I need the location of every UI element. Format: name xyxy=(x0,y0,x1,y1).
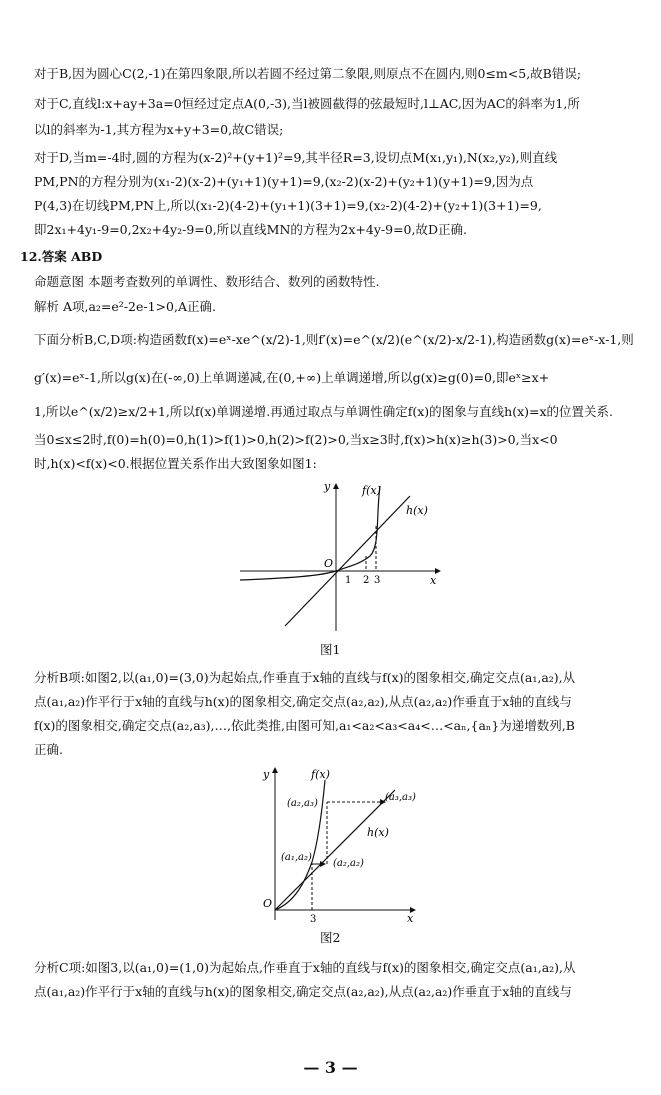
text-line: 点(a₁,a₂)作平行于x轴的直线与h(x)的图象相交,确定交点(a₂,a₂),从点(a₂,a₂)作垂直于x轴的直线与 xyxy=(34,984,572,999)
p12-label: (a₁,a₂) xyxy=(281,852,312,863)
text-line: 1,所以e^(x/2)≥x/2+1,所以f(x)单调递增.再通过取点与单调性确定f(x)的图象与直线h(x)=x的位置关系. xyxy=(34,404,614,419)
text-line: 即2x₁+4y₁-9=0,2x₂+4y₂-9=0,所以直线MN的方程为2x+4y-9=0,故D正确. xyxy=(34,222,467,237)
y-label: y xyxy=(263,768,270,781)
tick-1: 1 xyxy=(345,575,352,586)
text-line: 当0≤x≤2时,f(0)=h(0)=0,h(1)>f(1)>0,h(2)>f(2)>0,当x≥3时,f(x)>h(x)≥h(3)>0,当x<0 xyxy=(34,432,558,447)
figure-1 xyxy=(230,476,450,636)
h-line xyxy=(285,496,410,626)
text-line: 分析C项:如图3,以(a₁,0)=(1,0)为起始点,作垂直于x轴的直线与f(x)的图象相交,确定交点(a₁,a₂),从 xyxy=(34,960,576,975)
p23-label: (a₂,a₃) xyxy=(287,798,318,809)
text-line: P(4,3)在切线PM,PN上,所以(x₁-2)(4-2)+(y₁+1)(3+1)=9,(x₂-2)(4-2)+(y₂+1)(3+1)=9, xyxy=(34,198,542,213)
y-label: y xyxy=(324,480,331,493)
text-line: 对于D,当m=-4时,圆的方程为(x-2)²+(y+1)²=9,其半径R=3,设切点M(x₁,y₁),N(x₂,y₂),则直线 xyxy=(34,150,558,165)
origin-label: O xyxy=(324,557,334,570)
text-line: 点(a₁,a₂)作平行于x轴的直线与h(x)的图象相交,确定交点(a₂,a₂),从点(a₂,a₂)作垂直于x轴的直线与 xyxy=(34,694,572,709)
h-label: h(x) xyxy=(406,504,428,517)
text-line: 对于B,因为圆心C(2,-1)在第四象限,所以若圆不经过第二象限,则原点不在圆内,则0≤m<5,故B错误; xyxy=(34,66,582,81)
x-label: x xyxy=(430,574,437,587)
text-line: PM,PN的方程分别为(x₁-2)(x-2)+(y₁+1)(y+1)=9,(x₂-2)(x-2)+(y₂+1)(y+1)=9,因为点 xyxy=(34,174,534,189)
text-line: 以l的斜率为-1,其方程为x+y+3=0,故C错误; xyxy=(34,122,284,137)
tick-2: 2 xyxy=(363,575,370,586)
text-line: 分析B项:如图2,以(a₁,0)=(3,0)为起始点,作垂直于x轴的直线与f(x)的图象相交,确定交点(a₁,a₂),从 xyxy=(34,670,576,685)
p22-label: (a₂,a₂) xyxy=(333,858,364,869)
text-line: 正确. xyxy=(34,742,63,757)
page-number: — 3 — xyxy=(303,1058,358,1077)
text-line: 下面分析B,C,D项:构造函数f(x)=eˣ-xe^(x/2)-1,则f′(x)=e^(x/2)(e^(x/2)-x/2-1),构造函数g(x)=eˣ-x-1,则 xyxy=(34,332,634,347)
text-line: 时,h(x)<f(x)<0.根据位置关系作出大致图象如图1: xyxy=(34,456,317,471)
tick-3: 3 xyxy=(310,914,317,924)
h-label: h(x) xyxy=(367,826,389,839)
origin-label: O xyxy=(263,897,273,910)
text-line: 解析 A项,a₂=e²-2e-1>0,A正确. xyxy=(34,299,216,314)
answer-heading: 12.答案 ABD xyxy=(20,249,103,264)
x-label: x xyxy=(407,912,414,924)
p33-label: (a₃,a₃) xyxy=(385,792,416,803)
text-line: g′(x)=eˣ-1,所以g(x)在(-∞,0)上单调递减,在(0,+∞)上单调递增,所以g(x)≥g(0)=0,即eˣ≥x+ xyxy=(34,370,550,385)
text-line: 命题意图 本题考查数列的单调性、数形结合、数列的函数特性. xyxy=(34,274,380,289)
f-curve xyxy=(240,486,380,580)
f-label: f(x) xyxy=(311,768,330,781)
text-line: f(x)的图象相交,确定交点(a₂,a₃),…,依此类推,由图可知,a₁<a₂<a₃<a₄<…<aₙ,{aₙ}为递增数列,B xyxy=(34,718,575,733)
tick-3: 3 xyxy=(374,575,381,586)
f-label: f(x) xyxy=(362,484,381,497)
text-line: 对于C,直线l:x+ay+3a=0恒经过定点A(0,-3),当l被圆截得的弦最短时,l⊥AC,因为AC的斜率为1,所 xyxy=(34,96,580,111)
figure-1-caption: 图1 xyxy=(320,642,341,657)
figure-2-caption: 图2 xyxy=(320,930,341,945)
figure-2 xyxy=(255,762,425,924)
